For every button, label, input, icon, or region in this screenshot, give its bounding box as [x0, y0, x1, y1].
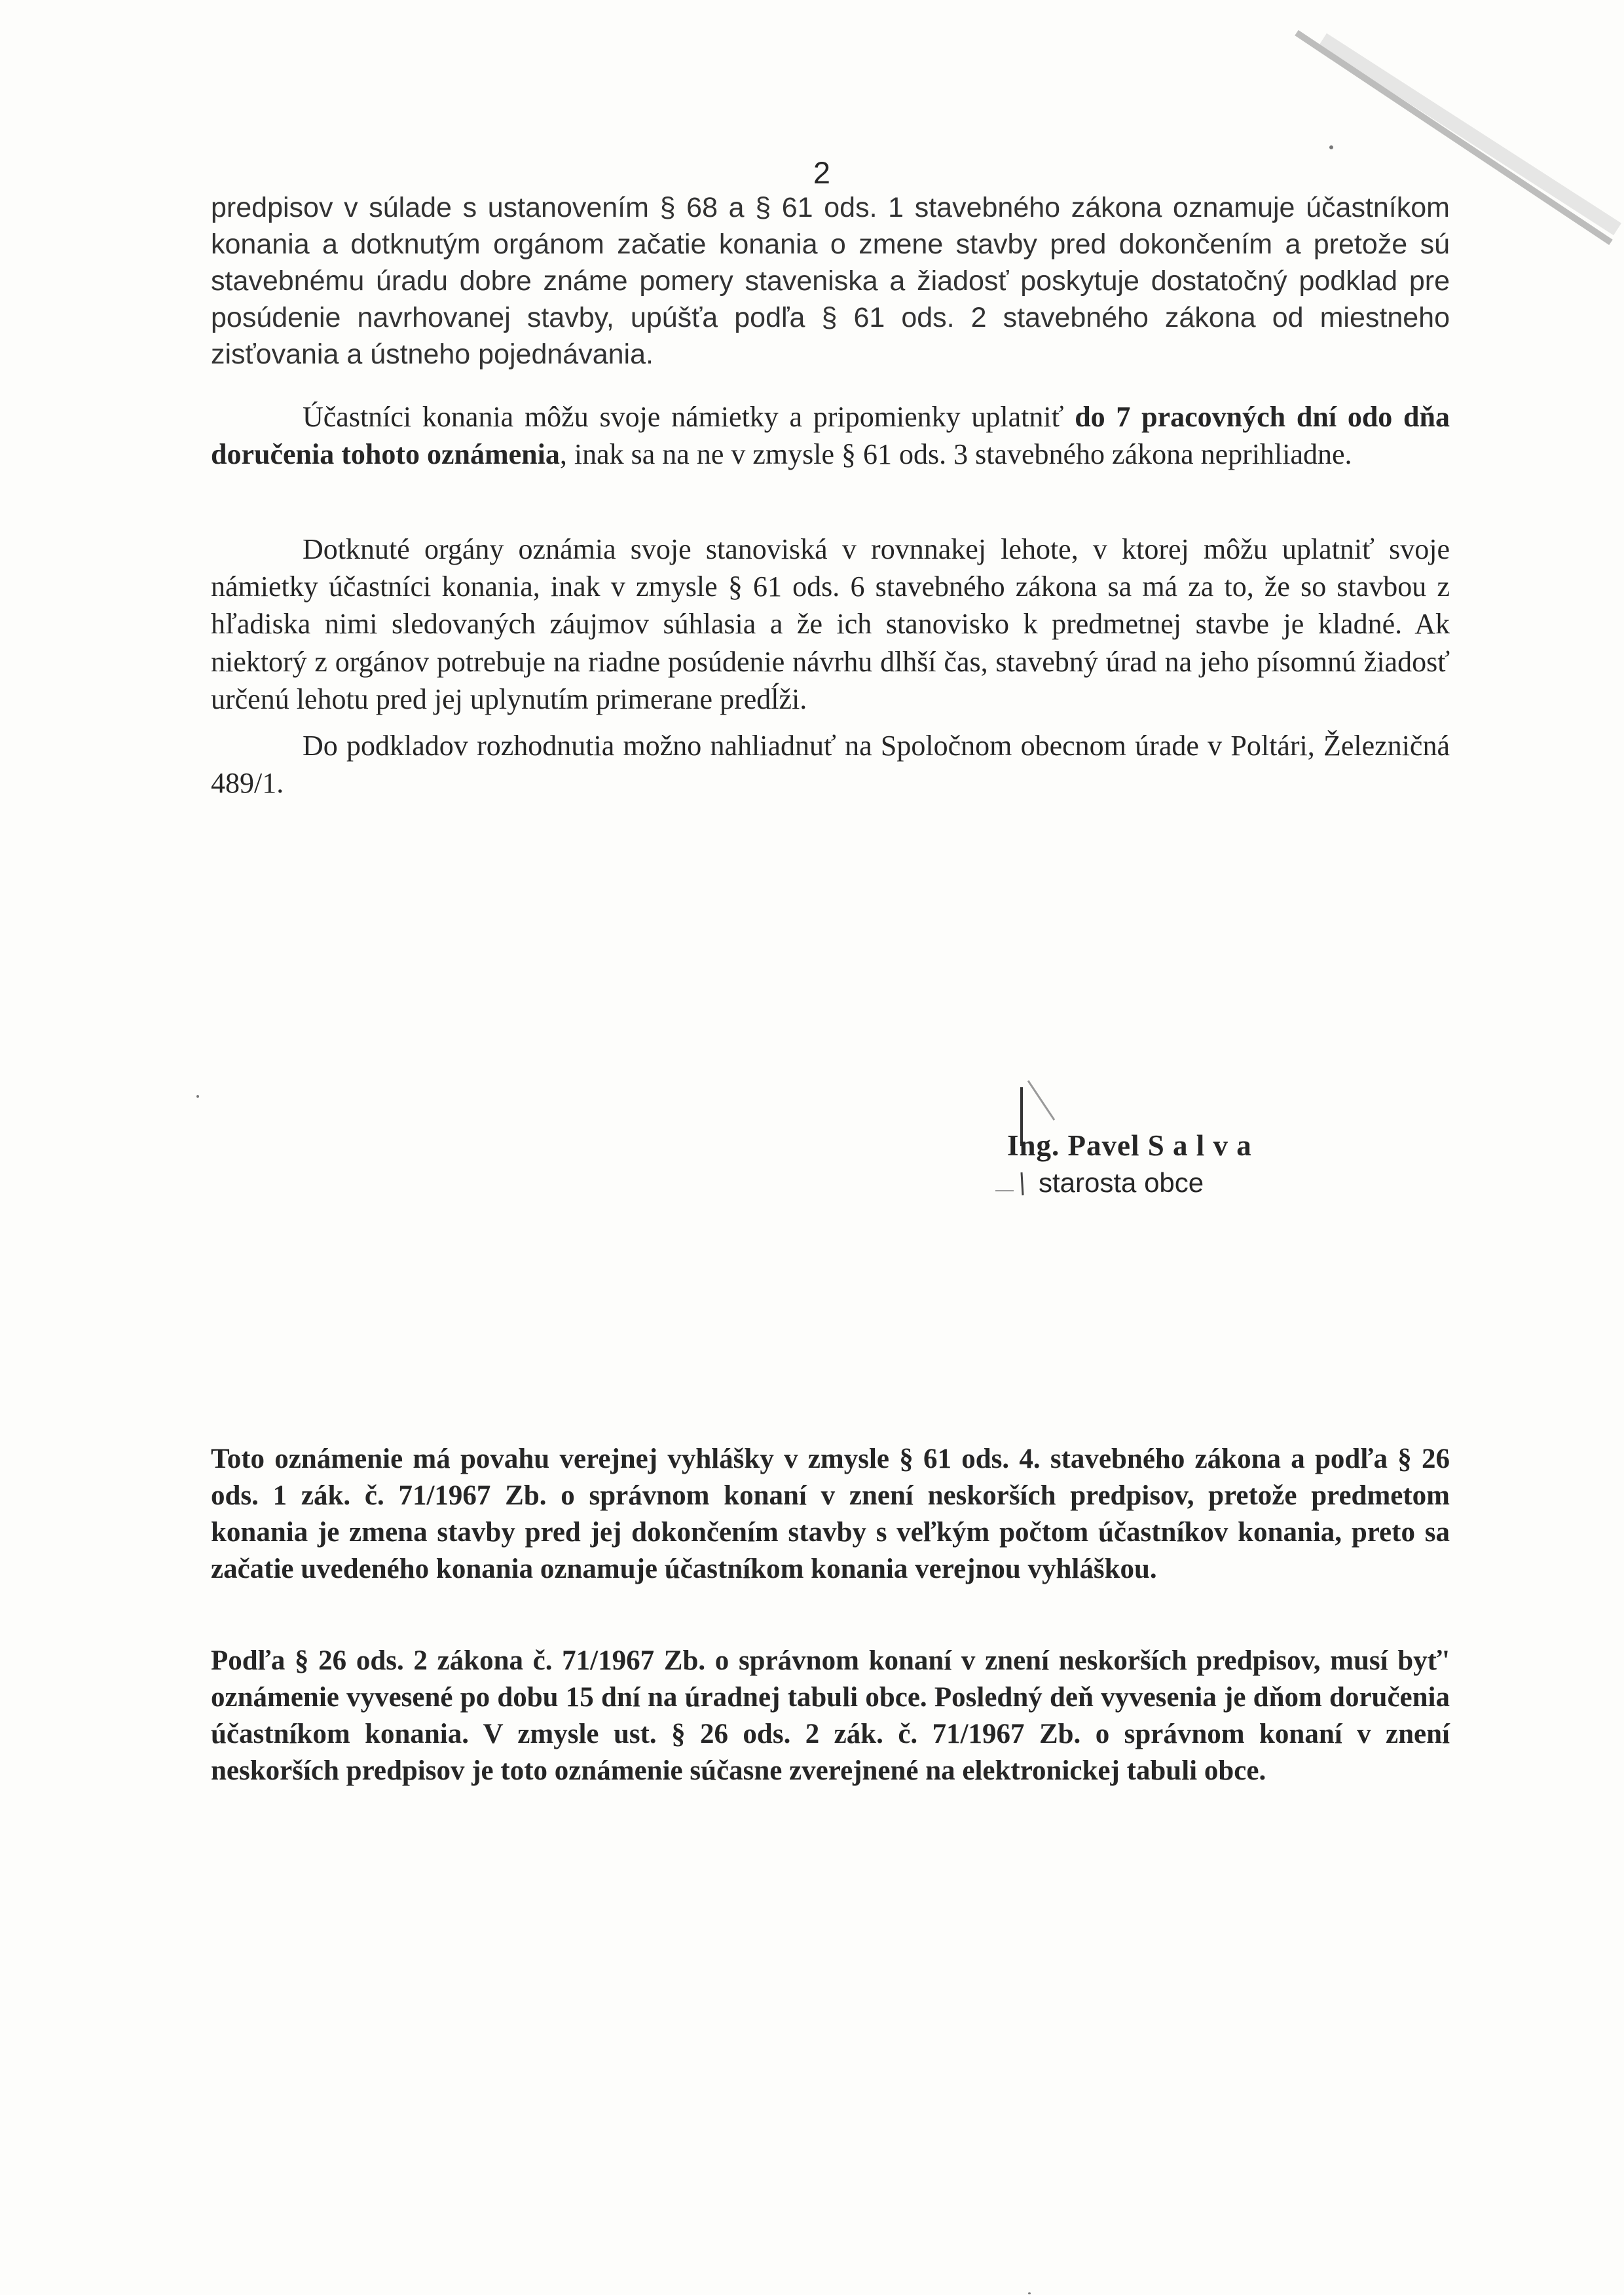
- text-run: Účastníci konania môžu svoje námietky a pripomienky uplatniť: [303, 401, 1075, 433]
- deadline-text: do 7 pracovných dní odo dňa doručenia tohoto oznámenia: [211, 401, 1450, 471]
- paragraph-text: predpisov v súlade s ustanovením § 68 a § 61 ods. 1 stavebného zákona oznamuje účastníkom konania a dotknutým orgánom začatie konania o zmene stavby pred dokončením a pretože sú stavebnému úradu dobre známe pomery staveniska a žiadosť poskytuje dostatočný podklad pre posúdenie navrhovanej stavby, upúšťa podľa § 61 ods. 2 stavebného zákona od miestneho zisťovania a ústneho pojednávania.: [211, 192, 1450, 370]
- paragraph-text: Do podkladov rozhodnutia možno nahliadnuť na Spoločnom obecnom úrade v Poltári, Železničná 489/1.: [211, 730, 1450, 800]
- paragraph-intro: [211, 190, 1450, 373]
- notice-text: Podľa § 26 ods. 2 zákona č. 71/1967 Zb. o správnom konaní v znení neskorších predpisov, musí byť' oznámenie vyvesené po dobu 15 dní na úradnej tabuli obce. Posledný deň vyvesenia je dňom doručenia účastníkom konania. V zmysle ust. § 26 ods. 2 zák. č. 71/1967 Zb. o správnom konaní v znení neskorších predpisov je toto oznámenie súčasne zverejnené na elektronickej tabuli obce.: [211, 1645, 1450, 1786]
- signatory-role: starosta obce: [1039, 1166, 1204, 1198]
- page-number: 2: [813, 155, 831, 190]
- paragraph-documents: [211, 727, 1450, 802]
- paragraph-objections: [211, 398, 1450, 473]
- scan-speck: [1329, 145, 1333, 149]
- signature-block: [1007, 1127, 1252, 1201]
- posting-notice: [211, 1643, 1450, 1789]
- paragraph-text: Dotknuté orgány oznámia svoje stanoviská v rovnnakej lehote, v ktorej môžu uplatniť svoje námietky účastníci konania, inak v zmysle § 61 ods. 6 stavebného zákona sa má za to, že so stavbou z hľadiska nimi sledovaných záujmov súhlasia a že ich stanovisko k predmetnej stavbe je kladné. Ak niektorý z orgánov potrebuje na riadne posúdenie návrhu dlhší čas, stavebný úrad na jeho písomnú žiadosť určenú lehotu pred jej uplynutím primerane predĺži.: [211, 533, 1450, 715]
- signatory-name: Ing. Pavel S a l v a: [1007, 1129, 1252, 1162]
- scan-speck: [1028, 2292, 1031, 2294]
- text-run: , inak sa na ne v zmysle § 61 ods. 3 stavebného zákona neprihliadne.: [559, 438, 1352, 471]
- paragraph-text: [211, 398, 1450, 473]
- paragraph-authorities: [211, 531, 1450, 718]
- notice-text: Toto oznámenie má povahu verejnej vyhlášky v zmysle § 61 ods. 4. stavebného zákona a podľa § 26 ods. 1 zák. č. 71/1967 Zb. o správnom konaní v znení neskorších predpisov, pretože predmetom konania je zmena stavby pred jej dokončením stavby s veľkým počtom účastníkov konania, preto sa začatie uvedeného konania oznamuje účastníkom konania verejnou vyhláškou.: [211, 1444, 1450, 1584]
- public-notice: [211, 1441, 1450, 1588]
- scan-speck: [196, 1095, 199, 1098]
